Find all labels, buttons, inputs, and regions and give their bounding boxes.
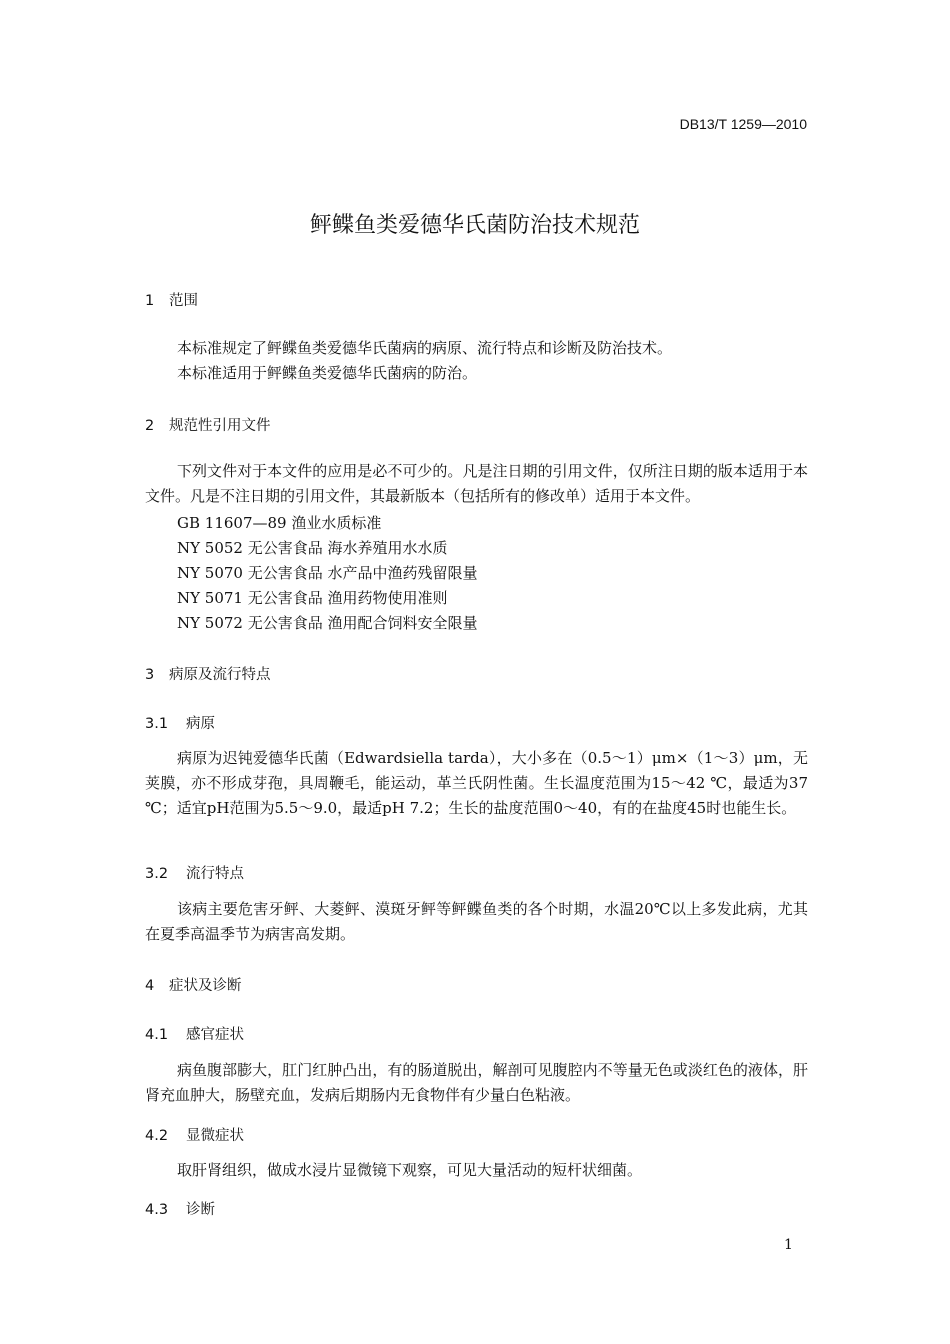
reference-item: NY 5052 无公害食品 海水养殖用水水质 bbox=[177, 539, 448, 557]
reference-item: NY 5071 无公害食品 渔用药物使用准则 bbox=[177, 589, 448, 607]
reference-item: NY 5070 无公害食品 水产品中渔药残留限量 bbox=[177, 564, 478, 582]
subsection-3-2-text: 该病主要危害牙鲆、大菱鲆、漠斑牙鲆等鲆鲽鱼类的各个时期，水温20℃以上多发此病，尤其在夏季高温季节为病害高发期。 bbox=[145, 900, 808, 943]
subsection-number: 3.2 bbox=[145, 866, 169, 882]
subsection-number: 4.3 bbox=[145, 1202, 169, 1218]
subsection-4-1-text: 病鱼腹部膨大，肛门红肿凸出，有的肠道脱出，解剖可见腹腔内不等量无色或淡红色的液体，肝肾充血肿大，肠壁充血，发病后期肠内无食物伴有少量白色粘液。 bbox=[145, 1061, 808, 1104]
section-title: 症状及诊断 bbox=[169, 978, 242, 994]
subsection-4-2-text: 取肝肾组织，做成水浸片显微镜下观察，可见大量活动的短杆状细菌。 bbox=[177, 1161, 643, 1179]
section-4-heading bbox=[145, 974, 242, 995]
section-title: 病原及流行特点 bbox=[169, 667, 271, 683]
section-number: 2 bbox=[145, 418, 155, 434]
subsection-4-1-heading bbox=[145, 1023, 244, 1044]
section-2-heading bbox=[145, 414, 271, 435]
subsection-title: 显微症状 bbox=[186, 1128, 244, 1144]
document-title: 鲆鲽鱼类爱德华氏菌防治技术规范 bbox=[309, 213, 640, 238]
subsection-title: 感官症状 bbox=[186, 1027, 244, 1043]
subsection-3-1-heading bbox=[145, 712, 215, 733]
reference-item: NY 5072 无公害食品 渔用配合饲料安全限量 bbox=[177, 614, 478, 632]
section-number: 3 bbox=[145, 667, 155, 683]
subsection-4-2-heading bbox=[145, 1124, 244, 1145]
section-number: 1 bbox=[145, 293, 155, 309]
section-1-paragraph-1: 本标准规定了鲆鲽鱼类爱德华氏菌病的病原、流行特点和诊断及防治技术。 bbox=[177, 339, 673, 357]
reference-item: GB 11607—89 渔业水质标准 bbox=[177, 514, 382, 532]
section-number: 4 bbox=[145, 978, 155, 994]
document-code: DB13/T 1259—2010 bbox=[679, 116, 807, 132]
subsection-title: 诊断 bbox=[186, 1202, 215, 1218]
section-title: 范围 bbox=[169, 293, 198, 309]
subsection-number: 4.1 bbox=[145, 1027, 169, 1043]
section-title: 规范性引用文件 bbox=[169, 418, 271, 434]
subsection-4-3-heading bbox=[145, 1198, 215, 1219]
subsection-title: 流行特点 bbox=[186, 866, 244, 882]
section-1-paragraph-2: 本标准适用于鲆鲽鱼类爱德华氏菌病的防治。 bbox=[177, 364, 478, 382]
subsection-number: 3.1 bbox=[145, 716, 169, 732]
page-number: 1 bbox=[784, 1237, 793, 1253]
subsection-number: 4.2 bbox=[145, 1128, 169, 1144]
subsection-3-1-text: 病原为迟钝爱德华氏菌（Edwardsiella tarda），大小多在（0.5～1）μm×（1～3）μm，无荚膜，亦不形成芽孢，具周鞭毛，能运动，革兰氏阴性菌。生长温度范围为15～42 ℃，最适为37 ℃；适宜pH范围为5.5～9.0，最适pH 7.2；生长的盐度范围0～40，有的在盐度45时也能生长。 bbox=[145, 749, 808, 817]
subsection-3-2-heading bbox=[145, 862, 244, 883]
section-1-heading bbox=[145, 289, 198, 310]
section-3-heading bbox=[145, 663, 271, 684]
subsection-title: 病原 bbox=[186, 716, 215, 732]
section-2-intro: 下列文件对于本文件的应用是必不可少的。凡是注日期的引用文件，仅所注日期的版本适用于本文件。凡是不注日期的引用文件，其最新版本（包括所有的修改单）适用于本文件。 bbox=[145, 462, 808, 505]
